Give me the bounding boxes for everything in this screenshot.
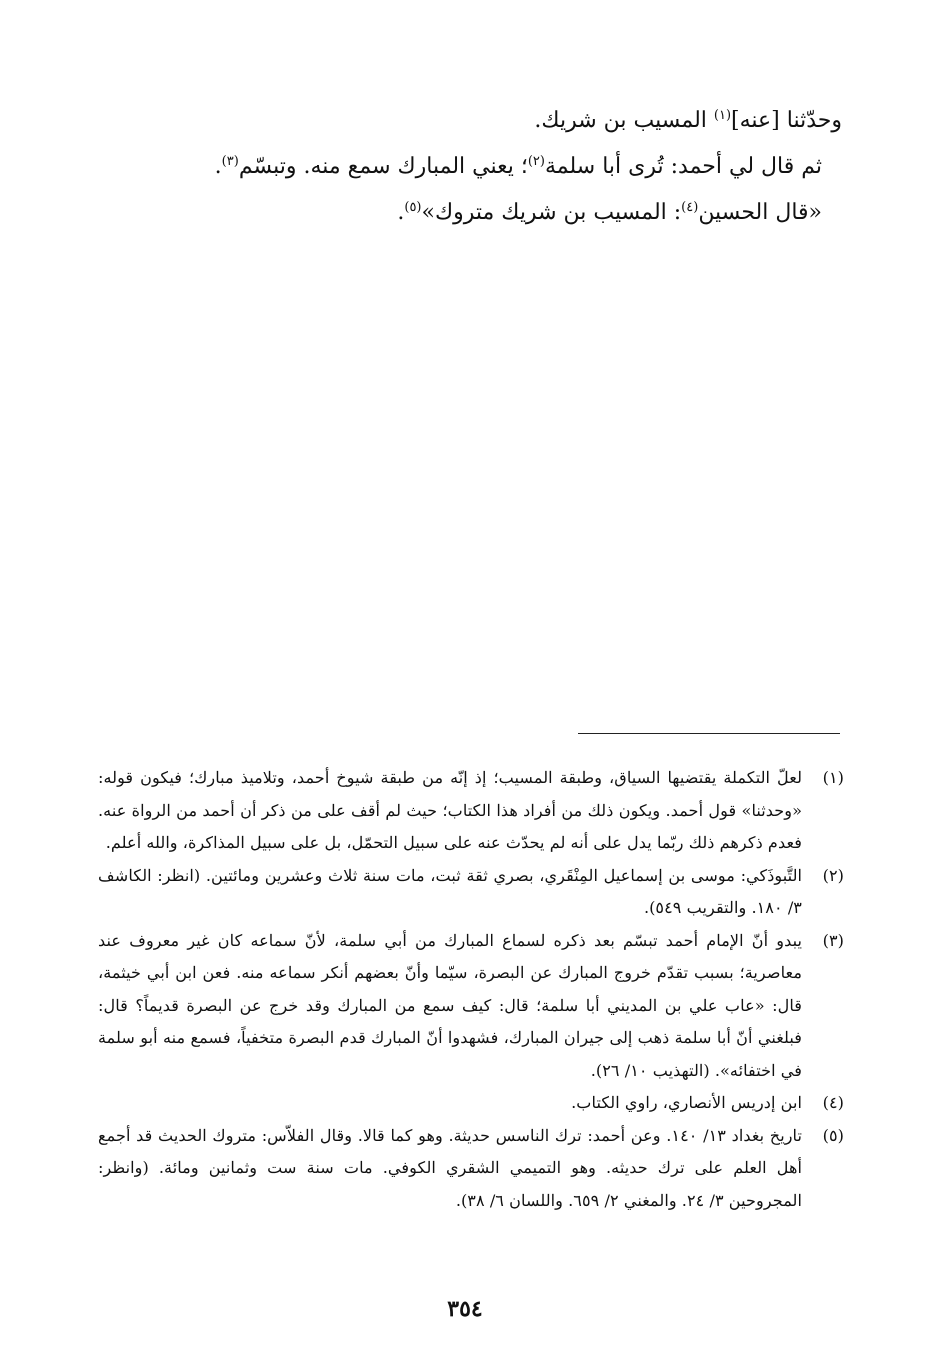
footnote-text: تاريخ بغداد ١٣/ ١٤٠. وعن أحمد: ترك الناسس حديثة. وهو كما قالا. وقال الفلاّس: متروك الحديث قد أجمع أهل العلم على ترك حديثه. وهو التميمي الشقري الكوفي. مات سنة ست وثمانين ومائة. (وانظر: المجروحين ٣/ ٢٤. والمغني ٢/ ٦٥٩. واللسان ٦/ ٣٨). — [98, 1125, 802, 1210]
main-line-3-start: «قال الحسين — [698, 200, 822, 225]
footnote-3 — [98, 925, 844, 1088]
main-line-1-end: المسيب بن شريك. — [534, 108, 714, 133]
footnote-number: (١) — [822, 768, 844, 787]
footnote-ref-2: (٢) — [527, 154, 545, 169]
footnote-4 — [98, 1087, 844, 1120]
footnote-number: (٤) — [822, 1093, 844, 1112]
footnote-text: يبدو أنّ الإمام أحمد تبسّم بعد ذكره لسماع المبارك من أبي سلمة، لأنّ سماعه كان غير معروف عند معاصرية؛ بسبب تقدّم خروج المبارك عن البصرة، سيّما وأنّ بعضهم أنكر سماعه منه. فعن ابن أبي خيثمة، قال: «عاب علي بن المديني أبا سلمة؛ قال: كيف سمع من المبارك وقد خرج عن البصرة قديماً؟ قال: فبلغني أنّ أبا سلمة ذهب إلى جيران المبارك، فشهدوا أنّ المبارك قدم البصرة متخفياً، فسمع منه أبو سلمة في اختفائه». (التهذيب ١٠/ ٢٦). — [98, 930, 802, 1080]
footnotes — [98, 762, 844, 1217]
page-number: ٣٥٤ — [447, 1296, 483, 1322]
footnote-number: (٢) — [822, 865, 844, 885]
main-text — [88, 98, 842, 236]
footnote-text: لعلّ التكملة يقتضيها السياق، وطبقة المسيب؛ إذ إنّه من طبقة شيوخ أحمد، وتلاميذ مبارك؛ فيكون قوله: «وحدثنا» قول أحمد. ويكون ذلك من أفراد هذا الكتاب؛ حيث لم أقف على من ذكر أن أحمد من الرواة عنه. فعدم ذكرهم ذلك ربّما يدل على أنه لم يحدّث عنه على سبيل التحمّل، بل على سبيل المذاكرة، والله أعلم. — [98, 768, 802, 852]
footnote-ref-4: (٤) — [681, 200, 699, 215]
footnote-2 — [98, 860, 844, 925]
main-line-2-middle: ؛ يعني المبارك سمع منه. وتبسّم — [238, 154, 528, 179]
footnote-ref-3: (٣) — [221, 154, 239, 169]
footnote-5 — [98, 1120, 844, 1218]
main-line-2-start: ثم قال لي أحمد: تُرى أبا سلمة — [544, 154, 822, 179]
footnote-1 — [98, 762, 844, 860]
main-line-2-end: . — [214, 154, 222, 179]
footnote-ref-1: (١) — [713, 108, 732, 123]
footnote-divider — [578, 733, 840, 734]
footnote-number: (٣) — [822, 930, 844, 950]
main-line-2 — [88, 144, 842, 190]
footnote-text: التَّبوذَكي: موسى بن إسماعيل المِنْقَري، بصري ثقة ثبت، مات سنة ثلاث وعشرين ومائتين. (انظر: الكاشف ٣/ ١٨٠. والتقريب ٥٤٩). — [98, 865, 802, 917]
footnote-number: (٥) — [822, 1125, 844, 1145]
main-line-3 — [88, 190, 842, 236]
main-line-1 — [88, 98, 842, 144]
main-line-3-end: . — [397, 200, 405, 225]
footnote-text: ابن إدريس الأنصاري، راوي الكتاب. — [571, 1093, 802, 1112]
main-line-3-middle: : المسيب بن شريك متروك» — [421, 200, 682, 225]
footnote-ref-5: (٥) — [404, 200, 422, 215]
main-line-1-start: وحدّثنا [عنه] — [731, 108, 842, 133]
